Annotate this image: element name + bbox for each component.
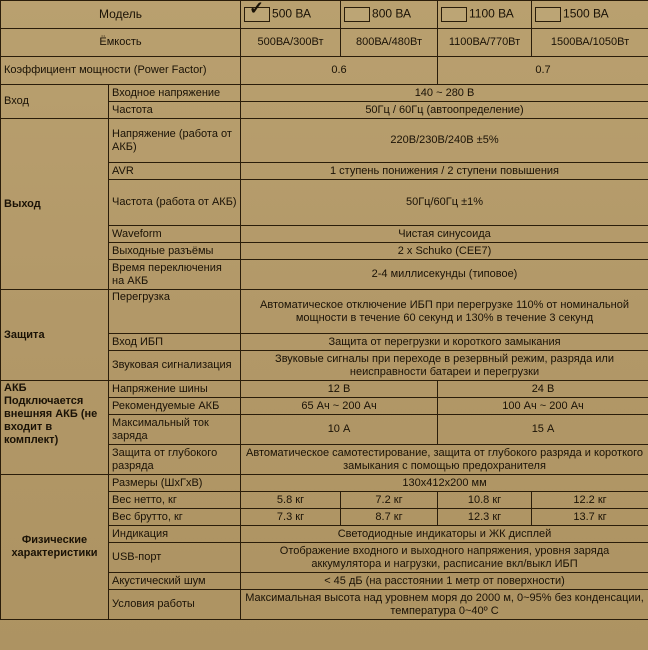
bat-voltage: 220В/230В/240В ±5% bbox=[241, 119, 648, 163]
gross-800: 8.7 кг bbox=[341, 509, 438, 526]
section-output: Выход bbox=[1, 119, 109, 290]
model-800[interactable] bbox=[341, 1, 438, 29]
net-1100: 10.8 кг bbox=[438, 492, 532, 509]
usb-value: Отображение входного и выходного напряжения, уровня заряда аккумулятора и нагрузки, расписание вкл/выкл ИБП bbox=[241, 543, 648, 573]
capacity-800: 800ВА/480Вт bbox=[341, 29, 438, 57]
charge-high: 15 А bbox=[438, 415, 648, 445]
pf-label: Коэффициент мощности (Power Factor) bbox=[1, 57, 241, 85]
model-label-1100: 1100 ВА bbox=[469, 6, 514, 21]
checkbox-1100[interactable] bbox=[441, 7, 467, 22]
pf-low: 0.6 bbox=[241, 57, 438, 85]
section-battery: АКБ Подключается внешняя АКБ (не входит в комплект) bbox=[1, 381, 109, 475]
model-label-500: 500 ВА bbox=[272, 6, 311, 21]
alarm-label: Звуковая сигнализация bbox=[109, 351, 241, 381]
net-1500: 12.2 кг bbox=[532, 492, 648, 509]
net-800: 7.2 кг bbox=[341, 492, 438, 509]
noise-label: Акустический шум bbox=[109, 573, 241, 590]
alarm-value: Звуковые сигналы при переходе в резервный режим, разряда или неисправности батареи и перегрузки bbox=[241, 351, 648, 381]
ind-value: Светодиодные индикаторы и ЖК дисплей bbox=[241, 526, 648, 543]
overload-label: Перегрузка bbox=[109, 290, 241, 334]
capacity-label: Ёмкость bbox=[1, 29, 241, 57]
gross-500: 7.3 кг bbox=[241, 509, 341, 526]
gross-1100: 12.3 кг bbox=[438, 509, 532, 526]
model-500[interactable] bbox=[241, 1, 341, 29]
deep-label: Защита от глубокого разряда bbox=[109, 445, 241, 475]
section-input: Вход bbox=[1, 85, 109, 119]
usb-label: USB-порт bbox=[109, 543, 241, 573]
bus-label: Напряжение шины bbox=[109, 381, 241, 398]
input-voltage: 140 ~ 280 В bbox=[241, 85, 648, 102]
model-label-800: 800 ВА bbox=[372, 6, 411, 21]
ups-input-value: Защита от перегрузки и короткого замыкания bbox=[241, 334, 648, 351]
checkbox-500[interactable] bbox=[244, 0, 270, 22]
checkbox-800[interactable] bbox=[344, 7, 370, 22]
bat-voltage-label: Напряжение (работа от АКБ) bbox=[109, 119, 241, 163]
ind-label: Индикация bbox=[109, 526, 241, 543]
net-500: 5.8 кг bbox=[241, 492, 341, 509]
input-voltage-label: Входное напряжение bbox=[109, 85, 241, 102]
model-label: Модель bbox=[1, 1, 241, 29]
cond-label: Условия работы bbox=[109, 590, 241, 620]
transfer-value: 2-4 миллисекунды (типовое) bbox=[241, 260, 648, 290]
checkbox-1500[interactable] bbox=[535, 7, 561, 22]
noise-value: < 45 дБ (на расстоянии 1 метр от поверхности) bbox=[241, 573, 648, 590]
model-1100[interactable] bbox=[438, 1, 532, 29]
capacity-1100: 1100ВА/770Вт bbox=[438, 29, 532, 57]
avr-value: 1 ступень понижения / 2 ступени повышения bbox=[241, 163, 648, 180]
waveform-value: Чистая синусоида bbox=[241, 226, 648, 243]
pf-high: 0.7 bbox=[438, 57, 648, 85]
section-protection: Защита bbox=[1, 290, 109, 381]
size-label: Размеры (ШхГхВ) bbox=[109, 475, 241, 492]
transfer-label: Время переключения на АКБ bbox=[109, 260, 241, 290]
net-label: Вес нетто, кг bbox=[109, 492, 241, 509]
ups-input-label: Вход ИБП bbox=[109, 334, 241, 351]
deep-value: Автоматическое самотестирование, защита от глубокого разряда и короткого замыкания с помощью предохранителя bbox=[241, 445, 648, 475]
overload-value: Автоматическое отключение ИБП при перегрузке 110% от номинальной мощности в течение 60 секунд и 130% в течение 3 секунд bbox=[241, 290, 648, 334]
input-freq-label: Частота bbox=[109, 102, 241, 119]
capacity-500: 500ВА/300Вт bbox=[241, 29, 341, 57]
bat-freq: 50Гц/60Гц ±1% bbox=[241, 180, 648, 226]
avr-label: AVR bbox=[109, 163, 241, 180]
model-1500[interactable] bbox=[532, 1, 648, 29]
size-value: 130x412x200 мм bbox=[241, 475, 648, 492]
rec-low: 65 Ач ~ 200 Ач bbox=[241, 398, 438, 415]
check-icon: ✓ bbox=[249, 0, 265, 18]
sockets-label: Выходные разъёмы bbox=[109, 243, 241, 260]
charge-low: 10 А bbox=[241, 415, 438, 445]
rec-high: 100 Ач ~ 200 Ач bbox=[438, 398, 648, 415]
bat-freq-label: Частота (работа от АКБ) bbox=[109, 180, 241, 226]
input-freq: 50Гц / 60Гц (автоопределение) bbox=[241, 102, 648, 119]
capacity-1500: 1500ВА/1050Вт bbox=[532, 29, 648, 57]
charge-label: Максимальный ток заряда bbox=[109, 415, 241, 445]
bus-high: 24 В bbox=[438, 381, 648, 398]
bus-low: 12 В bbox=[241, 381, 438, 398]
section-physical: Физические характеристики bbox=[1, 475, 109, 620]
gross-label: Вес брутто, кг bbox=[109, 509, 241, 526]
waveform-label: Waveform bbox=[109, 226, 241, 243]
rec-label: Рекомендуемые АКБ bbox=[109, 398, 241, 415]
cond-value: Максимальная высота над уровнем моря до 2000 м, 0~95% без конденсации, температура 0~40º С bbox=[241, 590, 648, 620]
sockets-value: 2 x Schuko (CEE7) bbox=[241, 243, 648, 260]
gross-1500: 13.7 кг bbox=[532, 509, 648, 526]
model-label-1500: 1500 ВА bbox=[563, 6, 609, 21]
